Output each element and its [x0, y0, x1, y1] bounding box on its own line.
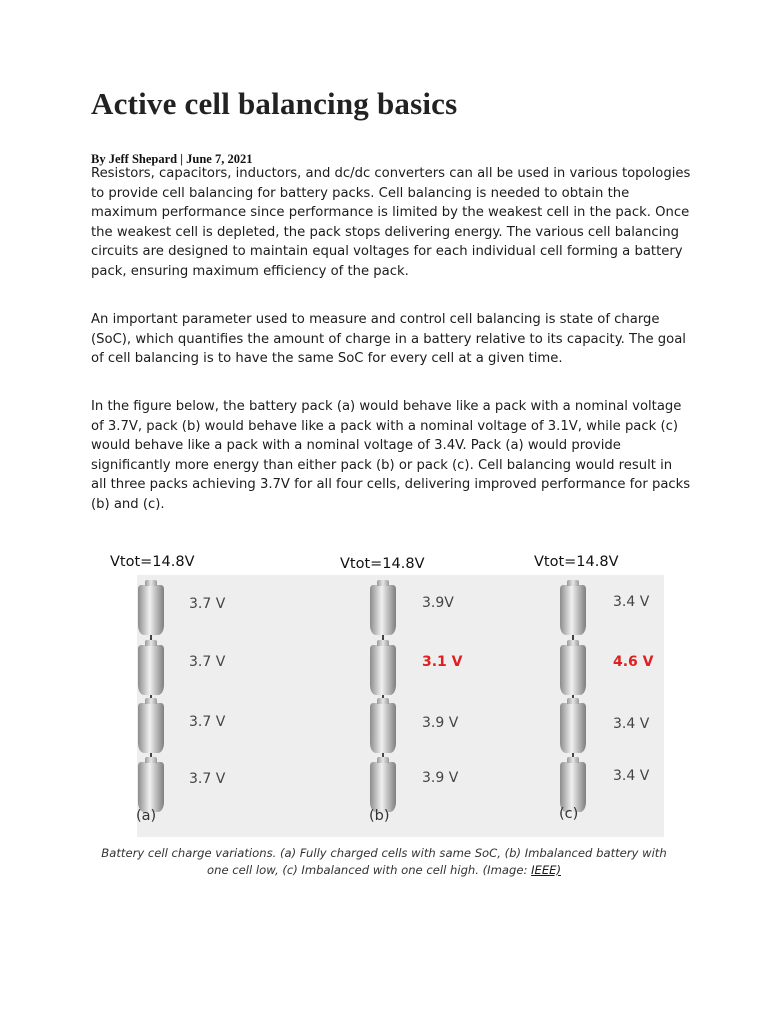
- pack-c-cell-1-voltage: 3.4 V: [613, 594, 650, 610]
- pack-a-cell-1-voltage: 3.7 V: [189, 596, 226, 612]
- pack-c-total-voltage: Vtot=14.8V: [534, 554, 619, 570]
- pack-c-cell-4: [560, 762, 586, 812]
- pack-b-cell-2: [370, 645, 396, 695]
- pack-c-cells: [560, 585, 590, 825]
- pack-b-cell-3-voltage: 3.9 V: [422, 715, 459, 731]
- paragraph-2: An important parameter used to measure and control cell balancing is state of charge (SoC), which quantifies the amount of charge in a battery relative to its capacity. The goal of cell balancing is to have the same SoC for every cell at a given time.: [91, 312, 686, 366]
- figure-caption: [92, 845, 676, 879]
- pack-c-cell-2-voltage: 4.6 V: [613, 654, 654, 670]
- article-title: Active cell balancing basics: [91, 86, 458, 121]
- pack-a-cell-2: [138, 645, 164, 695]
- pack-a-cell-3-voltage: 3.7 V: [189, 714, 226, 730]
- pack-a-cell-4: [138, 762, 164, 812]
- paragraph-3: In the figure below, the battery pack (a) would behave like a pack with a nominal voltage of 3.7V, pack (b) would behave like a pack with a nominal voltage of 3.1V, while pack (c) would behave like a pack with a nominal voltage of 3.4V. Pack (a) would provide significantly more energy than either pack (b) or pack (c). Cell balancing would result in all three packs achieving 3.7V for all four cells, delivering improved performance for packs (b) and (c).: [91, 399, 691, 512]
- caption-source-link[interactable]: IEEE): [531, 863, 561, 877]
- pack-c-cell-2: [560, 645, 586, 695]
- pack-c-cell-4-voltage: 3.4 V: [613, 768, 650, 784]
- pack-c-label: (c): [559, 806, 579, 822]
- pack-c-cell-1: [560, 585, 586, 635]
- pack-b-cell-1-voltage: 3.9V: [422, 595, 454, 611]
- pack-c-cell-3-voltage: 3.4 V: [613, 716, 650, 732]
- pack-a-total-voltage: Vtot=14.8V: [110, 554, 195, 570]
- pack-b-cells: [370, 585, 400, 825]
- pack-b-cell-4: [370, 762, 396, 812]
- pack-a-cell-2-voltage: 3.7 V: [189, 654, 226, 670]
- article-byline: By Jeff Shepard | June 7, 2021: [91, 152, 253, 166]
- pack-a-cell-3: [138, 703, 164, 753]
- caption-text: Battery cell charge variations. (a) Fully charged cells with same SoC, (b) Imbalanced battery with one cell low, (c) Imbalanced with one cell high. (Image:: [101, 846, 667, 877]
- pack-b-total-voltage: Vtot=14.8V: [340, 556, 425, 572]
- paragraph-1: Resistors, capacitors, inductors, and dc/dc converters can all be used in various topologies to provide cell balancing for battery packs. Cell balancing is needed to obtain the maximum performance since performance is limited by the weakest cell in the pack. Once the weakest cell is depleted, the pack stops delivering energy. The various cell balancing circuits are designed to maintain equal voltages for each individual cell forming a battery pack, ensuring maximum efficiency of the pack.: [91, 166, 691, 279]
- pack-a-cells: [138, 585, 168, 825]
- battery-pack-b: [340, 540, 520, 835]
- battery-pack-c: [534, 540, 714, 835]
- pack-b-label: (b): [369, 808, 390, 824]
- pack-b-cell-3: [370, 703, 396, 753]
- pack-b-cell-4-voltage: 3.9 V: [422, 770, 459, 786]
- battery-figure: [92, 540, 664, 835]
- pack-c-cell-3: [560, 703, 586, 753]
- pack-a-cell-1: [138, 585, 164, 635]
- pack-a-label: (a): [136, 808, 157, 824]
- pack-b-cell-2-voltage: 3.1 V: [422, 654, 463, 670]
- pack-b-cell-1: [370, 585, 396, 635]
- pack-a-cell-4-voltage: 3.7 V: [189, 771, 226, 787]
- battery-pack-a: [92, 540, 272, 835]
